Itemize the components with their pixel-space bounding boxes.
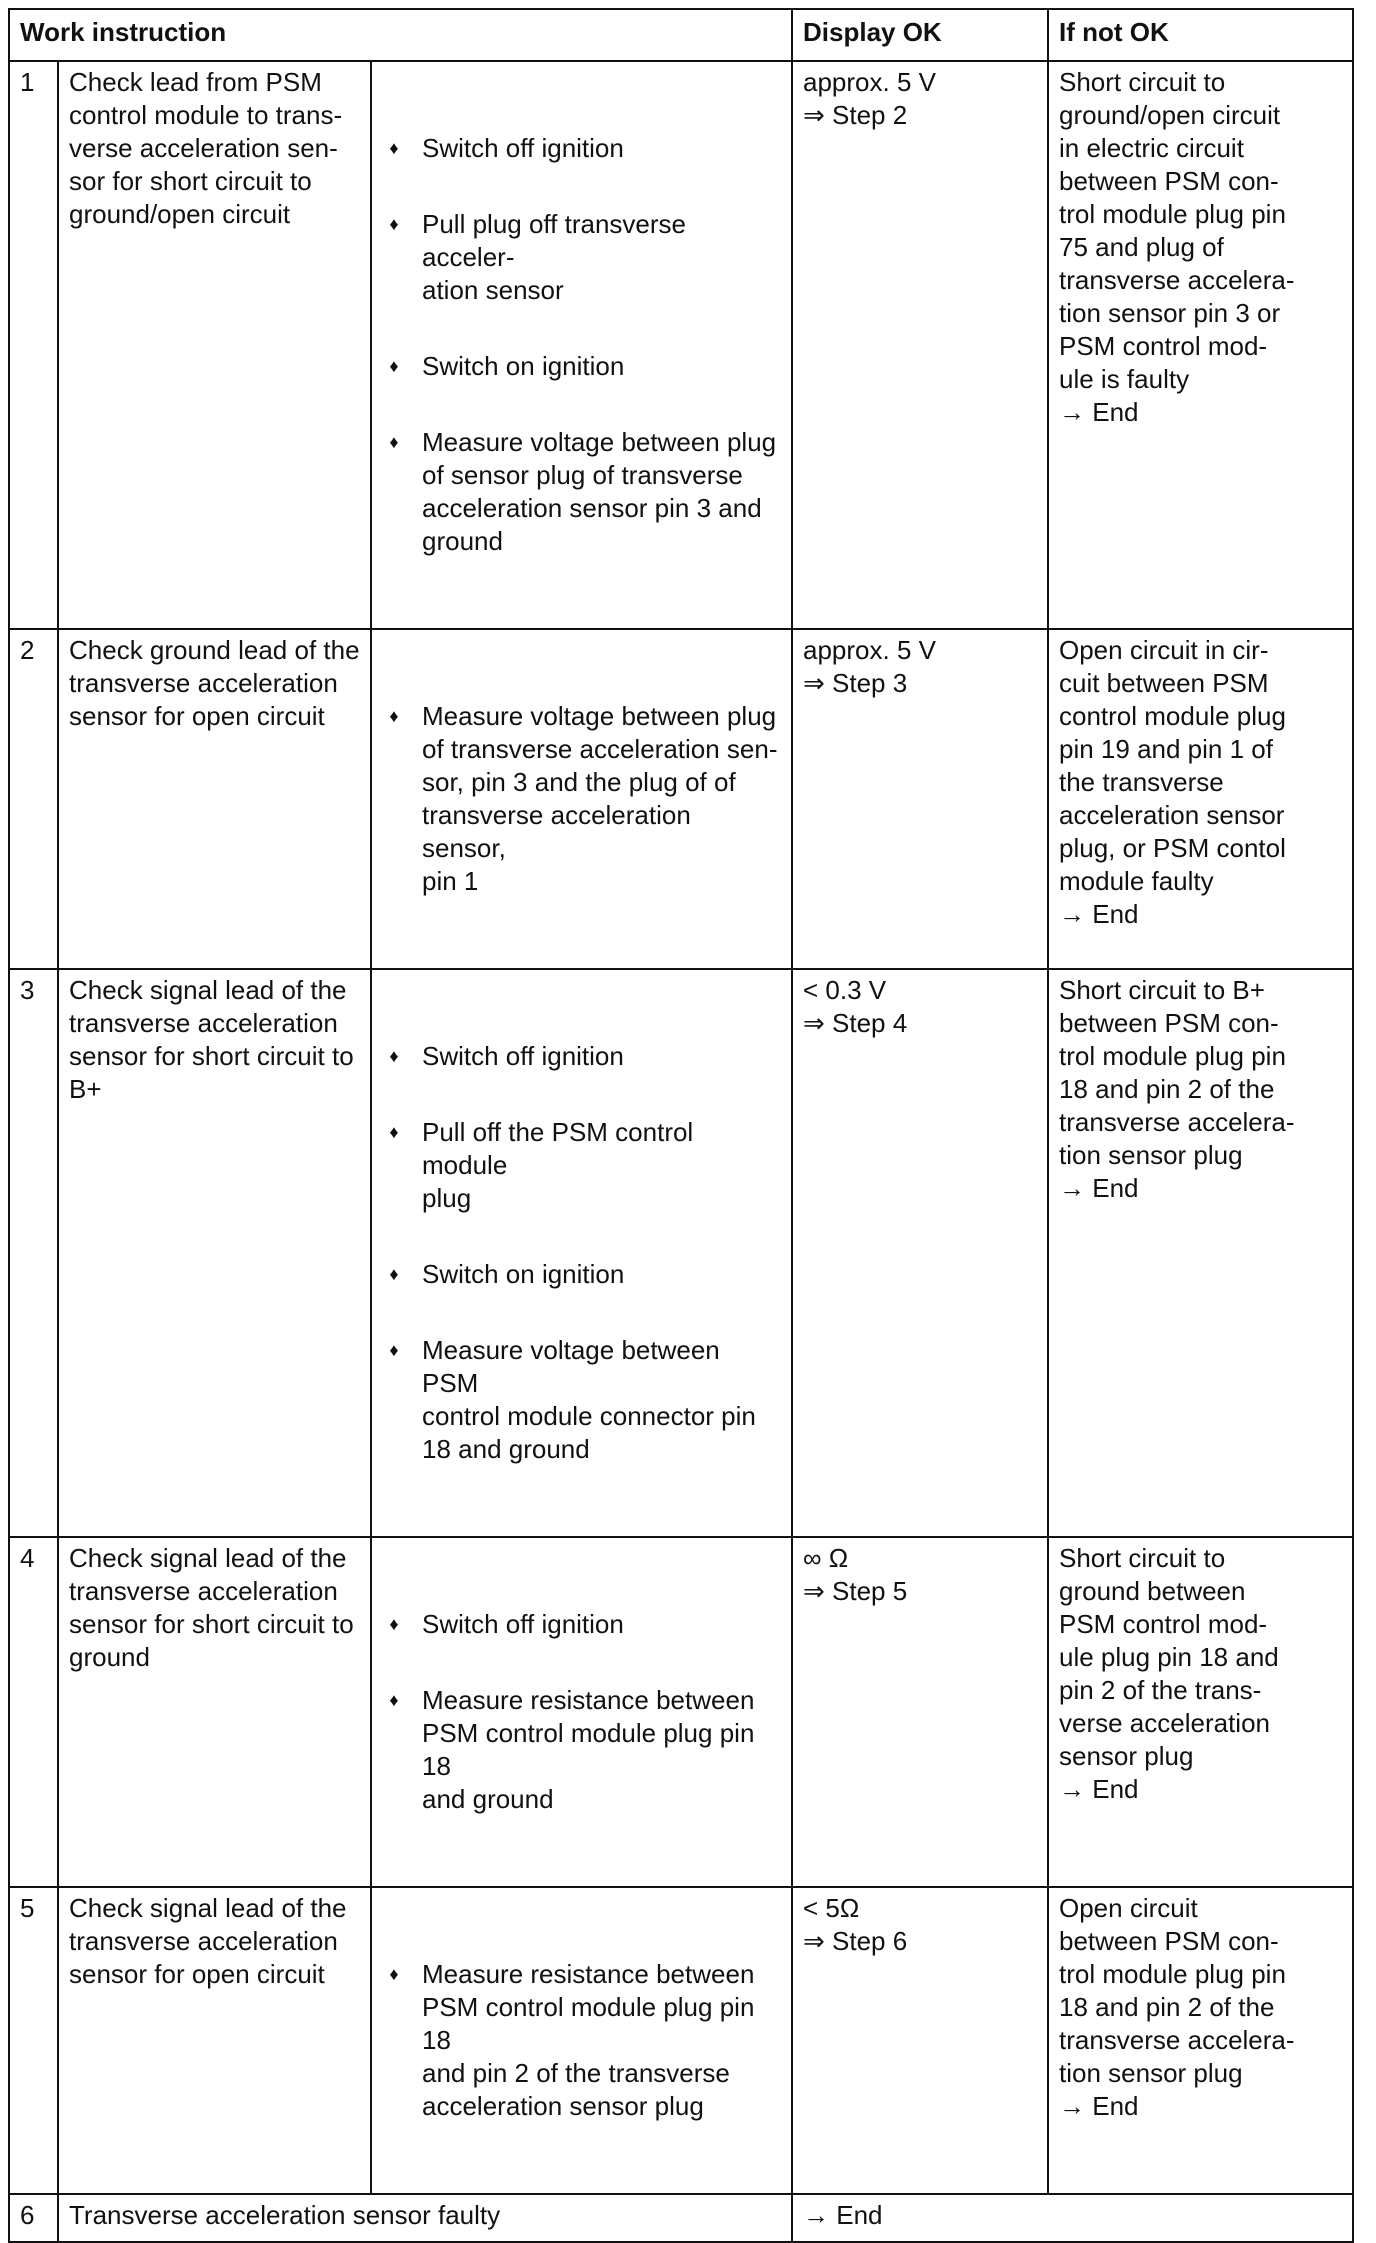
display-ok-value: < 5Ω ⇒ Step 6 [792,1887,1048,2194]
diamond-bullet-icon: ♦ [389,1964,399,1984]
action-item [382,132,781,165]
action-item [382,208,781,307]
display-ok-value: < 0.3 V ⇒ Step 4 [792,969,1048,1537]
diamond-bullet-icon: ♦ [389,1614,399,1634]
action-item [382,1608,781,1641]
action-text: Pull plug off transverse acceler- ation sensor [422,209,686,305]
action-item [382,1116,781,1215]
action-item [382,700,781,898]
action-text: Switch off ignition [422,133,624,163]
step-number: 1 [9,61,58,629]
header-if-not-ok: If not OK [1048,9,1353,61]
display-ok-value: approx. 5 V ⇒ Step 3 [792,629,1048,969]
action-item [382,350,781,383]
table-row [9,1887,1353,2194]
diamond-bullet-icon: ♦ [389,432,399,452]
step-number: 4 [9,1537,58,1887]
action-text: Measure voltage between plug of transverse acceleration sen- sor, pin 3 and the plug of of transverse acceleration sensor, pin 1 [422,701,778,896]
if-not-ok-text: Short circuit to ground between PSM control mod- ule plug pin 18 and pin 2 of the trans- verse acceleration sensor plug → End [1048,1537,1353,1887]
diamond-bullet-icon: ♦ [389,138,399,158]
action-text: Switch on ignition [422,1259,625,1289]
table-row [9,969,1353,1537]
check-description: Check ground lead of the transverse acceleration sensor for open circuit [58,629,371,969]
action-text: Measure resistance between PSM control module plug pin 18 and pin 2 of the transverse acceleration sensor plug [422,1959,755,2121]
diamond-bullet-icon: ♦ [389,214,399,234]
action-list-cell [371,969,792,1537]
table-row [9,61,1353,629]
action-list [382,1575,781,1849]
table-row [9,1537,1353,1887]
work-instruction-table [8,8,1354,2243]
action-list [382,1925,781,2156]
action-item [382,1684,781,1816]
check-description: Check signal lead of the transverse acceleration sensor for short circuit to B+ [58,969,371,1537]
diamond-bullet-icon: ♦ [389,1264,399,1284]
if-not-ok-text: Open circuit in cir- cuit between PSM control module plug pin 19 and pin 1 of the transverse acceleration sensor plug, or PSM contol module faulty → End [1048,629,1353,969]
action-list-cell [371,1537,792,1887]
step-number: 5 [9,1887,58,2194]
diamond-bullet-icon: ♦ [389,356,399,376]
action-item [382,1334,781,1466]
table-header-row [9,9,1353,61]
display-ok-value: approx. 5 V ⇒ Step 2 [792,61,1048,629]
action-list-cell [371,1887,792,2194]
if-not-ok-text: Short circuit to ground/open circuit in electric circuit between PSM con- trol module plug pin 75 and plug of transverse accelera- tion sensor pin 3 or PSM control mod- ule is faulty → End [1048,61,1353,629]
table-row-final [9,2194,1353,2242]
diamond-bullet-icon: ♦ [389,1690,399,1710]
step-number: 3 [9,969,58,1537]
action-list [382,1007,781,1499]
header-display-ok: Display OK [792,9,1048,61]
action-list [382,667,781,931]
action-text: Pull off the PSM control module plug [422,1117,694,1213]
diamond-bullet-icon: ♦ [389,706,399,726]
diamond-bullet-icon: ♦ [389,1340,399,1360]
check-description: Check lead from PSM control module to trans- verse acceleration sen- sor for short circuit to ground/open circuit [58,61,371,629]
check-description: Check signal lead of the transverse acceleration sensor for short circuit to ground [58,1537,371,1887]
action-text: Switch on ignition [422,351,625,381]
action-item [382,1040,781,1073]
action-item [382,1958,781,2123]
final-description: Transverse acceleration sensor faulty [58,2194,792,2242]
check-description: Check signal lead of the transverse acceleration sensor for open circuit [58,1887,371,2194]
action-list-cell [371,61,792,629]
action-list [382,99,781,591]
if-not-ok-text: Open circuit between PSM con- trol module plug pin 18 and pin 2 of the transverse accelera- tion sensor plug → End [1048,1887,1353,2194]
action-list-cell [371,629,792,969]
if-not-ok-text: Short circuit to B+ between PSM con- trol module plug pin 18 and pin 2 of the transverse accelera- tion sensor plug → End [1048,969,1353,1537]
step-number: 6 [9,2194,58,2242]
diamond-bullet-icon: ♦ [389,1122,399,1142]
action-text: Measure resistance between PSM control module plug pin 18 and ground [422,1685,755,1814]
header-work-instruction: Work instruction [9,9,792,61]
step-number: 2 [9,629,58,969]
final-result: → End [792,2194,1353,2242]
action-item [382,426,781,558]
table-row [9,629,1353,969]
action-text: Measure voltage between PSM control module connector pin 18 and ground [422,1335,756,1464]
action-text: Measure voltage between plug of sensor plug of transverse acceleration sensor pin 3 and ground [422,427,777,556]
action-text: Switch off ignition [422,1041,624,1071]
display-ok-value: ∞ Ω ⇒ Step 5 [792,1537,1048,1887]
action-item [382,1258,781,1291]
diamond-bullet-icon: ♦ [389,1046,399,1066]
action-text: Switch off ignition [422,1609,624,1639]
